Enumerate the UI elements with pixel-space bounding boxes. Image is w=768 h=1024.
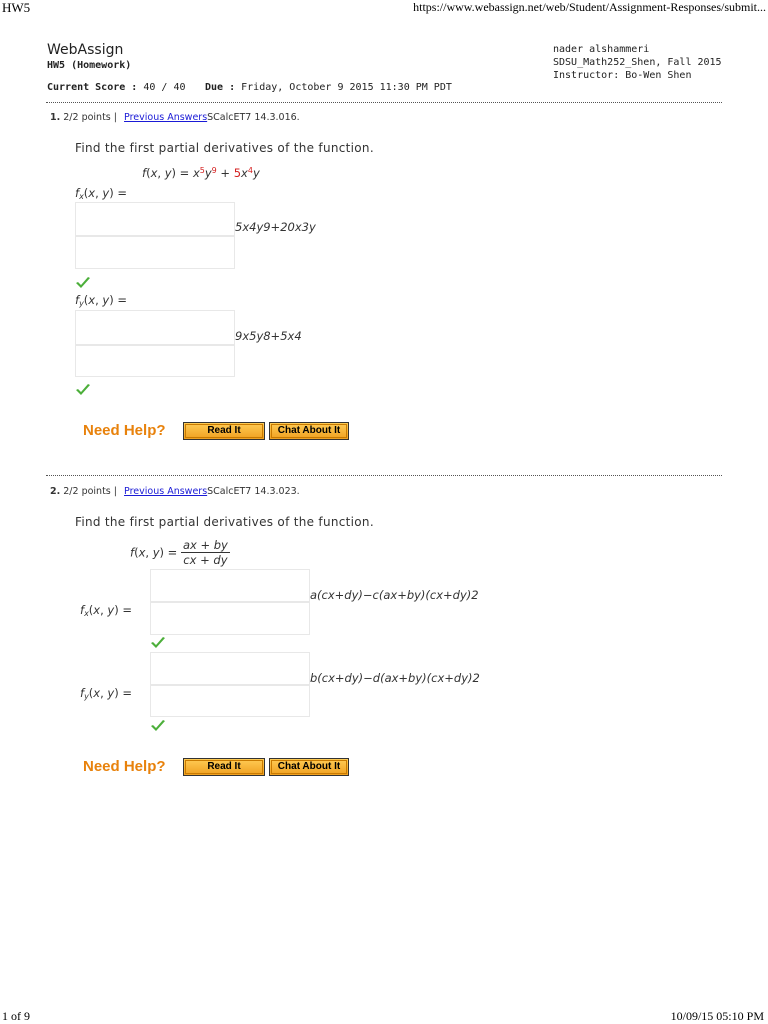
fx-answer-box-bottom[interactable] [150,602,310,635]
separator: | [113,486,117,497]
student-name: nader alshammeri [553,44,650,55]
fx-answer-box-bottom[interactable] [75,236,235,269]
student-info [553,43,722,82]
fx-answer-box-top[interactable] [150,569,310,602]
due-row [205,82,452,93]
fy-label: $f_y(x$, y) = [75,293,128,308]
instructor-name: Instructor: Bo-Wen Shen [553,70,692,81]
question-1-prompt: Find the first partial derivatives of the function. [75,141,374,155]
question-code: SCalcET7 14.3.016. [207,112,300,123]
brand-logo-text: WebAssign [47,42,124,58]
question-number: 1. [50,112,61,123]
fy-answer-box-bottom[interactable] [150,685,310,717]
score-value: 40 / 40 [143,82,186,93]
fy-answer-text: 9x5y8+5x4 [235,329,302,343]
chat-about-it-button[interactable]: Chat About It [269,758,349,776]
read-it-button[interactable]: Read It [183,422,265,440]
correct-check-icon [75,384,91,396]
divider [46,475,722,476]
assignment-title: HW5 (Homework) [47,60,132,71]
question-points: 2/2 points [63,112,111,123]
divider [46,102,722,103]
print-url: https://www.webassign.net/web/Student/Assignment-Responses/submit... [413,0,766,14]
course-name: SDSU_Math252_Shen, Fall 2015 [553,57,722,68]
question-number: 2. [50,486,61,497]
print-timestamp: 10/09/15 05:10 PM [670,1009,764,1023]
fy-label: $f_y(x$, y) = [80,686,133,701]
chat-about-it-button[interactable]: Chat About It [269,422,349,440]
fx-answer-text: 5x4y9+20x3y [235,220,316,234]
fx-answer-text: a(cx+dy)−c(ax+by)(cx+dy)2 [310,588,479,602]
score-label: Current Score : [47,82,138,93]
due-value: Friday, October 9 2015 11:30 PM PDT [241,82,452,93]
fy-answer-box-top[interactable] [75,310,235,345]
previous-answers-link[interactable]: Previous Answers [124,112,208,123]
question-2-prompt: Find the first partial derivatives of the function. [75,515,374,529]
correct-check-icon [150,720,166,732]
fy-answer-text: b(cx+dy)−d(ax+by)(cx+dy)2 [310,671,480,685]
read-it-button[interactable]: Read It [183,758,265,776]
fy-answer-box-top[interactable] [150,652,310,685]
fx-label: $f_x(x$, y) = [75,186,128,201]
due-label: Due : [205,82,236,93]
previous-answers-link[interactable]: Previous Answers [124,486,208,497]
need-help-label: Need Help? [83,422,166,439]
question-1-header [50,112,300,123]
separator: | [113,112,117,123]
correct-check-icon [150,637,166,649]
correct-check-icon [75,277,91,289]
question-points: 2/2 points [63,486,111,497]
question-code: SCalcET7 14.3.023. [207,486,300,497]
score-row [47,82,186,93]
fx-label: $f_x(x$, y) = [80,603,133,618]
print-tab-title: HW5 [2,0,31,15]
question-2-header [50,486,300,497]
question-1-function: f(x, $y) = x^5y^9 + 5x^4y$ [142,166,260,180]
print-page-counter: 1 of 9 [2,1009,30,1023]
need-help-label: Need Help? [83,758,166,775]
fy-answer-box-bottom[interactable] [75,345,235,377]
fx-answer-box-top[interactable] [75,202,235,236]
question-2-function: f(x, y) = $\frac{ax + by}{cx + dy}$ [130,538,228,567]
